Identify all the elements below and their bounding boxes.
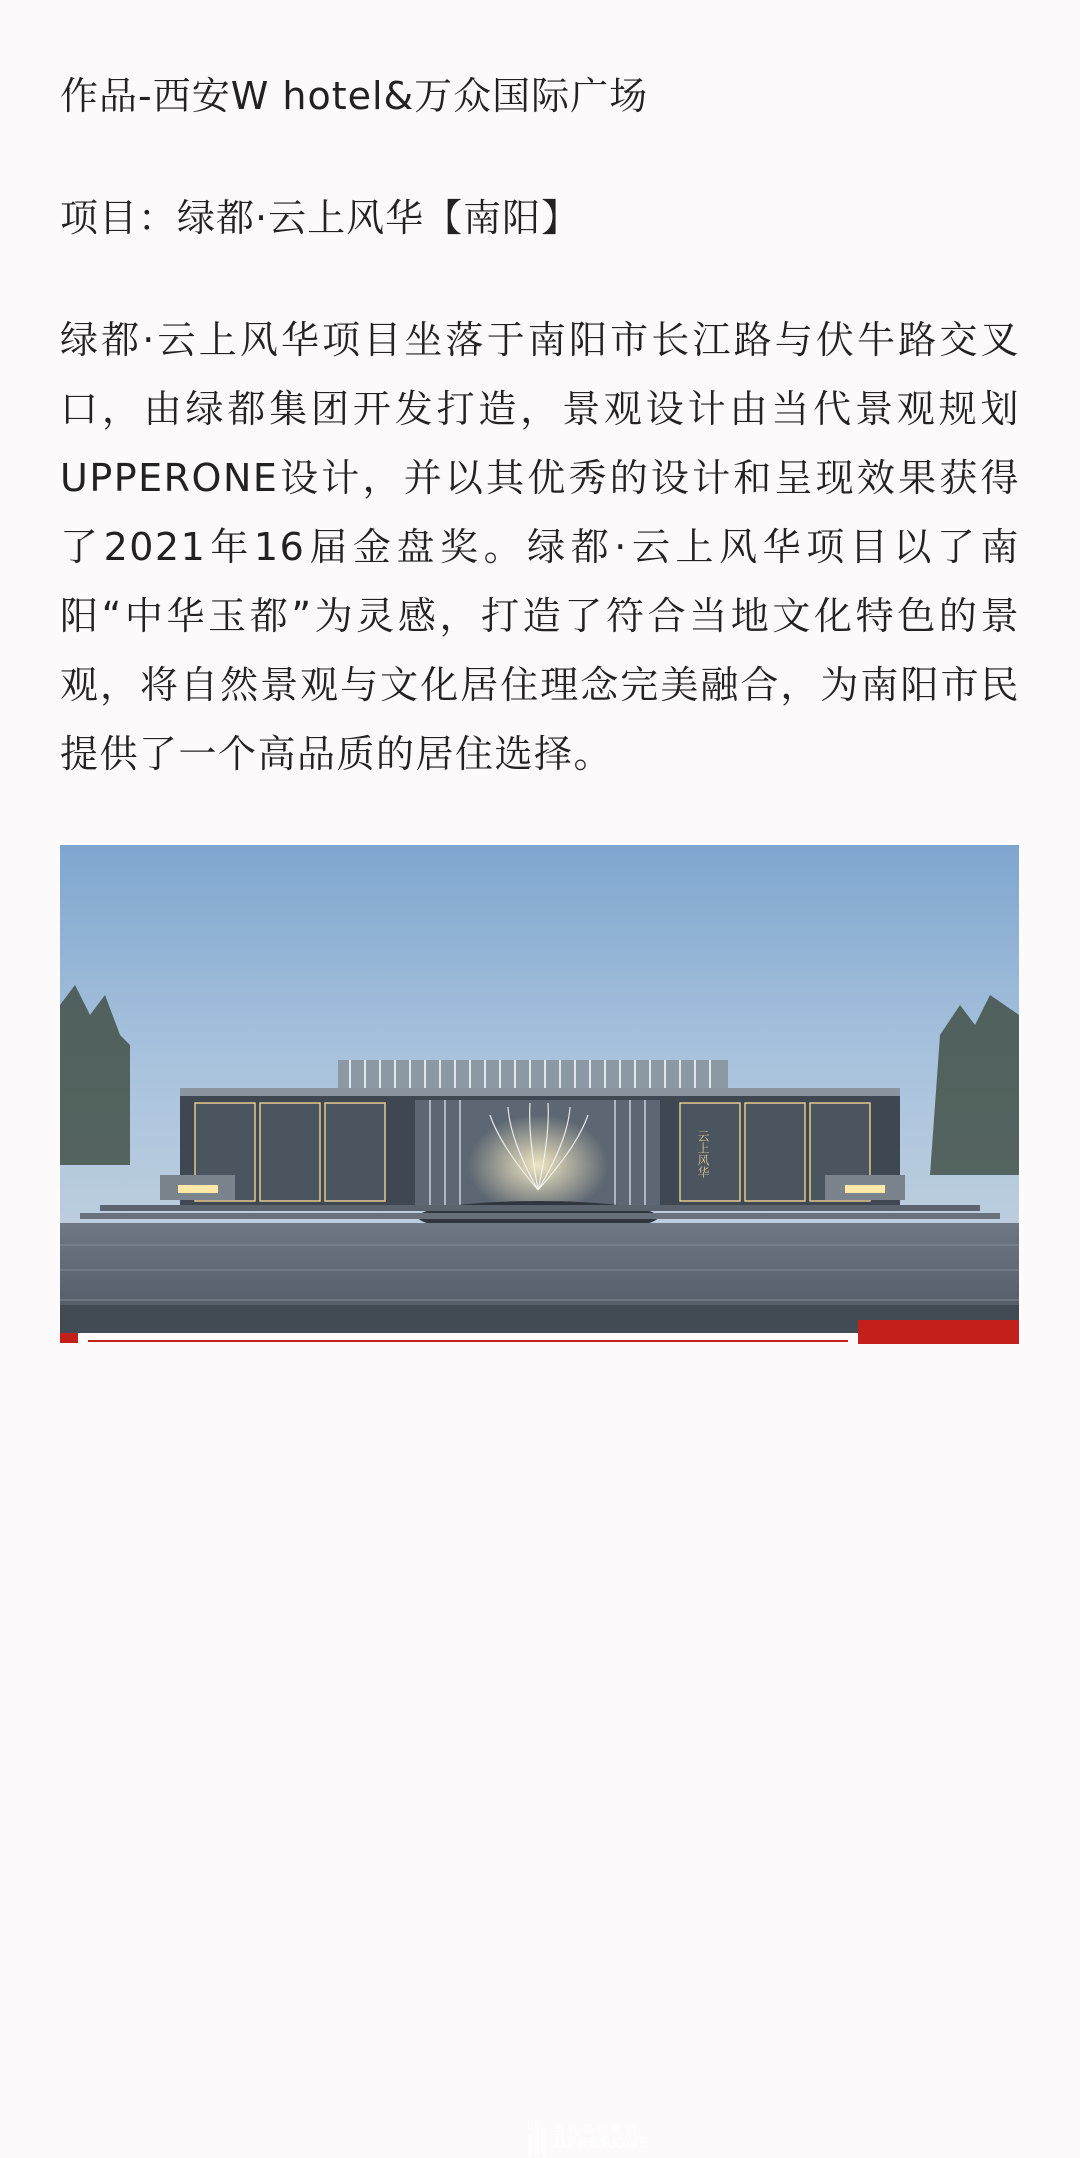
watermark-en: UPPERONE bbox=[554, 2134, 650, 2153]
upperone-watermark bbox=[528, 2118, 650, 2158]
project-photo bbox=[60, 845, 1019, 2153]
work-title: 作品-西安W hotel&万众国际广场 bbox=[60, 74, 649, 118]
red-accent-left bbox=[60, 1333, 78, 1343]
project-title: 项目：绿都·云上风华【南阳】 bbox=[60, 196, 581, 240]
project-description: 绿都·云上风华项目坐落于南阳市长江路与伏牛路交叉口，由绿都集团开发打造，景观设计由当代景观规划UPPERONE设计，并以其优秀的设计和呈现效果获得了2021年16届金盘奖。绿都·云上风华项目以了南阳“中华玉都”为灵感，打造了符合当地文化特色的景观，将自然景观与文化居住理念完美融合，为南阳市民提供了一个高品质的居住选择。 bbox=[60, 318, 1020, 776]
upperone-logo-icon bbox=[528, 2121, 546, 2155]
watermark-cn: 当代景观规划 bbox=[554, 2122, 639, 2137]
red-accent-block bbox=[858, 1320, 1019, 1344]
red-divider-line bbox=[88, 1340, 848, 1342]
building-sign-text: 云上风华 bbox=[696, 1130, 710, 1178]
